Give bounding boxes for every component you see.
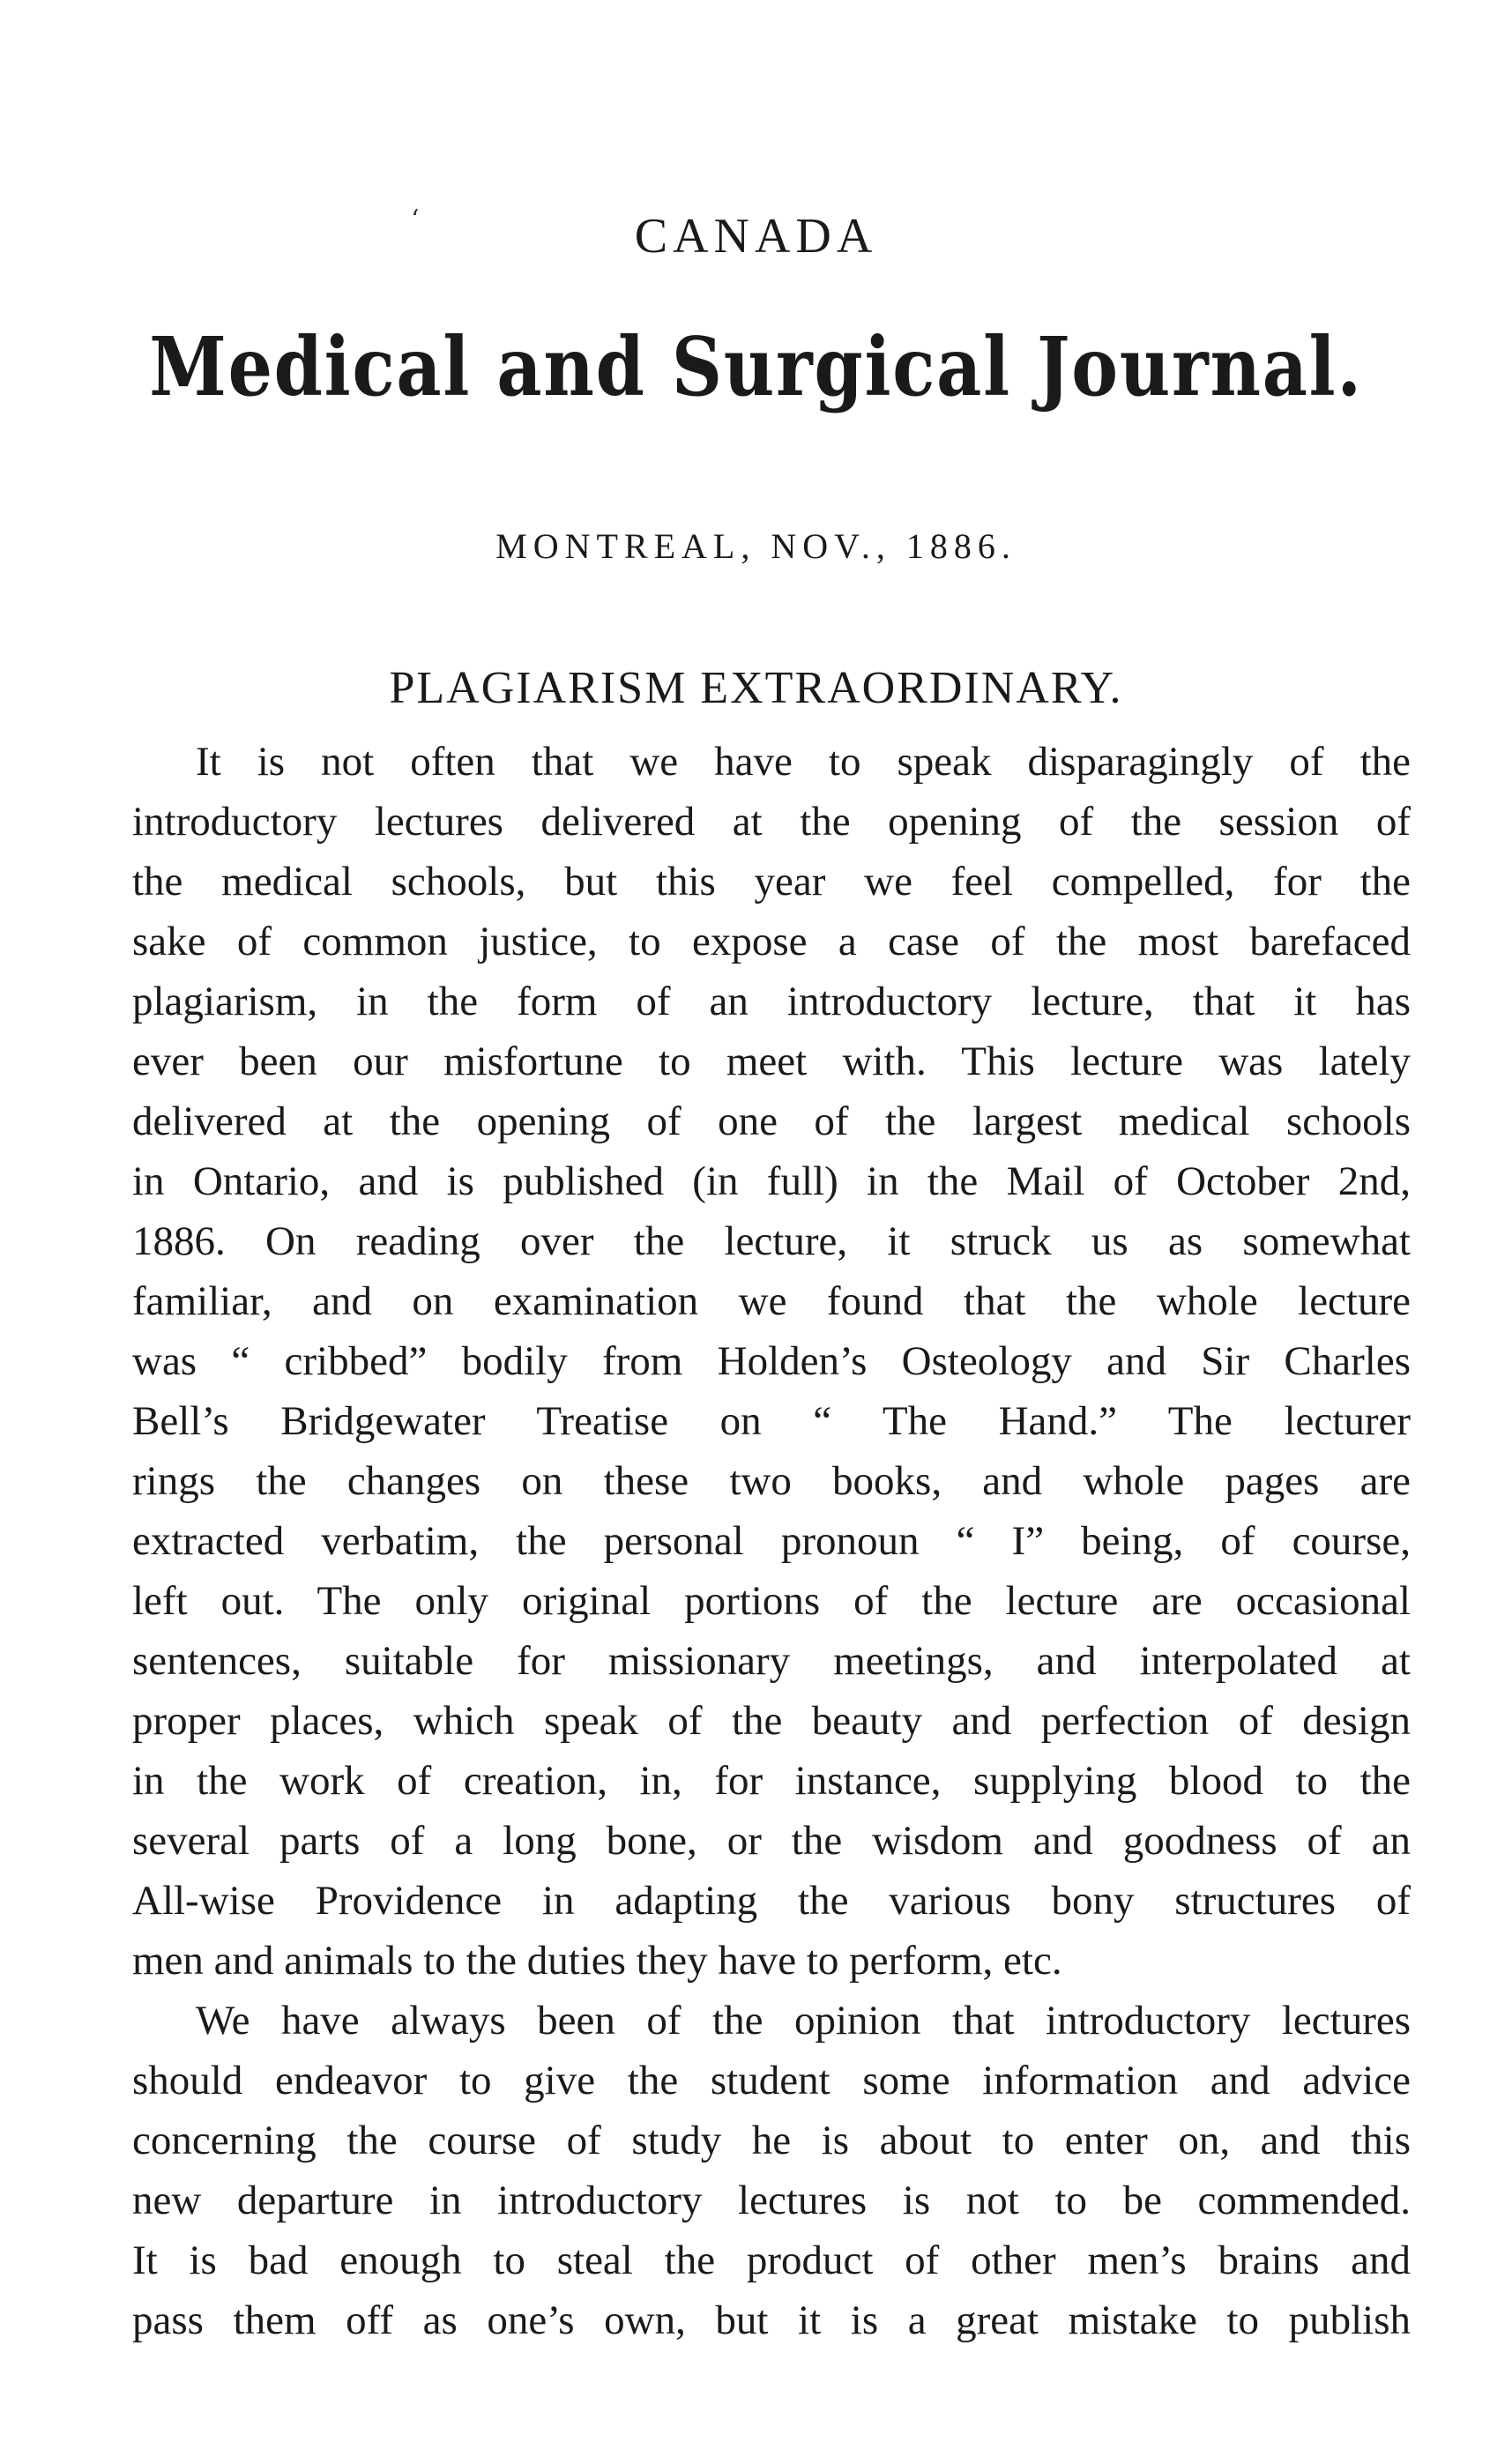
- text-line: sake of common justice, to expose a case of the most barefaced: [132, 919, 1411, 964]
- text-line: rings the changes on these two books, and whole pages are: [132, 1458, 1411, 1504]
- text-line: proper places, which speak of the beauty and perfection of design: [132, 1698, 1411, 1744]
- text-line: We have always been of the opinion that introductory lectures: [196, 1998, 1411, 2044]
- stray-print-mark: ‘: [411, 205, 420, 235]
- article-title: PLAGIARISM EXTRAORDINARY.: [389, 663, 1123, 713]
- text-line: new departure in introductory lectures is not to be commended.: [132, 2178, 1411, 2223]
- text-line: was “ cribbed” bodily from Holden’s Osteology and Sir Charles: [132, 1338, 1411, 1384]
- text-line: should endeavor to give the student some information and advice: [132, 2058, 1411, 2103]
- publication-country-heading: CANADA: [634, 209, 878, 264]
- text-line: plagiarism, in the form of an introductory lecture, that it has: [132, 979, 1411, 1024]
- text-line: 1886. On reading over the lecture, it struck us as somewhat: [132, 1218, 1411, 1264]
- text-line: delivered at the opening of one of the largest medical schools: [132, 1098, 1411, 1144]
- text-line: the medical schools, but this year we feel compelled, for the: [132, 859, 1411, 905]
- text-line: extracted verbatim, the personal pronoun “ I” being, of course,: [132, 1518, 1411, 1564]
- text-line: in Ontario, and is published (in full) in the Mail of October 2nd,: [132, 1158, 1411, 1204]
- text-line: It is bad enough to steal the product of other men’s brains and: [132, 2237, 1411, 2283]
- text-line: sentences, suitable for missionary meetings, and interpolated at: [132, 1638, 1411, 1684]
- text-line: left out. The only original portions of the lecture are occasional: [132, 1578, 1411, 1624]
- text-line: pass them off as one’s own, but it is a great mistake to publish: [132, 2297, 1411, 2343]
- text-line: men and animals to the duties they have to perform, etc.: [132, 1938, 1062, 1984]
- text-line: ever been our misfortune to meet with. This lecture was lately: [132, 1039, 1411, 1084]
- paragraph-1: [132, 732, 1411, 1991]
- text-line: in the work of creation, in, for instance, supplying blood to the: [132, 1758, 1411, 1804]
- text-line: several parts of a long bone, or the wisdom and goodness of an: [132, 1818, 1411, 1864]
- text-line: It is not often that we have to speak disparagingly of the: [196, 739, 1411, 785]
- issue-dateline: MONTREAL, NOV., 1886.: [495, 526, 1017, 566]
- text-line: concerning the course of study he is about to enter on, and this: [132, 2118, 1411, 2163]
- text-line: All-wise Providence in adapting the various bony structures of: [132, 1878, 1411, 1924]
- text-line: Bell’s Bridgewater Treatise on “ The Hand.” The lecturer: [132, 1398, 1411, 1444]
- text-line: familiar, and on examination we found that the whole lecture: [132, 1278, 1411, 1324]
- journal-title: Medical and Surgical Journal.: [149, 319, 1363, 414]
- article-body: [132, 732, 1411, 2350]
- paragraph-2: [132, 1991, 1411, 2350]
- text-line: introductory lectures delivered at the opening of the session of: [132, 799, 1411, 845]
